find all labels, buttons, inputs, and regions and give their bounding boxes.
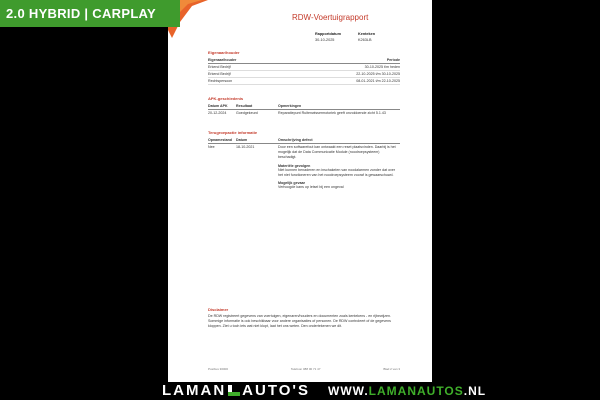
- report-date-label: Rapportdatum: [315, 32, 341, 36]
- url-prefix: WWW.: [328, 384, 369, 398]
- report-date: [315, 31, 341, 43]
- logo-mark-icon: [227, 385, 241, 396]
- url-domain: LAMANAUTOS: [368, 384, 464, 398]
- period-cell: 22-10-2025 t/m 30-10-2025: [356, 72, 400, 76]
- consequences-text: Niet kunnen benaderen en inschakelen van noodalarmen zonder dat over het niet functioneren van het noodroepsysteem vooraf is gewaarschuwd.: [278, 167, 396, 177]
- disclaimer-section: [208, 307, 400, 330]
- disclaimer-title: Disclaimer: [208, 307, 229, 312]
- report-date-value: 30-10-2025: [315, 38, 335, 42]
- recall-header-date: Datum: [236, 138, 248, 142]
- apk-header-date: Datum APK: [208, 104, 228, 108]
- apk-remark-cell: Reparatiepunt Ruitenwissermotoriek geeft onvoldoende zicht 5.1.43: [278, 111, 386, 115]
- vehicle-banner: 2.0 HYBRID | CARPLAY: [0, 0, 180, 27]
- owners-header-period: Periode: [386, 58, 400, 62]
- table-row: [208, 64, 400, 71]
- recall-date-cell: 18-10-2021: [236, 145, 255, 149]
- recall-title: Terugroepactie informatie: [208, 130, 258, 135]
- owner-cell: Erkend Bedrijf: [208, 65, 231, 69]
- owner-cell: Erkend Bedrijf: [208, 72, 231, 76]
- disclaimer-text: De RDW registreert gegevens van voertuigen, eigenaren/houders en documenten zoals kentekens - en rijbewijzen. Sommige informatie is ook beschikbaar voor andere organisaties of personen. De RDW controleert of de gegevens kloppen. Ziet u toch iets wat niet klopt, laat het ons weten. Den ondertekenen we dit.: [208, 314, 391, 329]
- license-plate: [358, 31, 375, 43]
- page-footer: [208, 367, 400, 371]
- laman-autos-logo: [162, 382, 310, 399]
- license-plate-value: K263LB: [358, 38, 372, 42]
- recall-description-cell: [278, 145, 396, 190]
- owners-header-owner: Eigenaar/houder: [208, 58, 237, 62]
- recall-status-cell: Nee: [208, 145, 215, 149]
- apk-section: [208, 96, 400, 116]
- rdw-vehicle-report: [168, 0, 432, 382]
- owner-cell: Rechtspersoon: [208, 79, 233, 83]
- report-title: RDW-Voertuigrapport: [292, 13, 369, 22]
- table-row: [208, 111, 400, 116]
- logo-text-laman: LAMAN: [162, 382, 227, 399]
- footer-address: Postbus 30000: [208, 367, 229, 371]
- apk-header: [208, 103, 400, 110]
- recall-header-status: Opnamestand: [208, 138, 232, 142]
- table-row: [208, 78, 400, 85]
- owners-title: Eigenaar/houder: [208, 50, 240, 55]
- owners-section: [208, 50, 400, 85]
- apk-date-cell: 20-12-2024: [208, 111, 227, 115]
- recall-description: Door een softwarefout kan ontwaakt een reset plaatsvinden. Daarbij is het mogelijk dat de Data Communicatie Module (noodroepsysteem) beschadigt.: [278, 145, 396, 160]
- apk-header-remarks: Opmerkingen: [278, 104, 302, 108]
- danger-text: Verhoogde kans op letsel bij een ongeval: [278, 185, 344, 190]
- danger-title: Mogelijk gevaar: [278, 181, 305, 186]
- period-cell: 30-10-2025 t/m heden: [364, 65, 400, 69]
- license-plate-label: Kenteken: [358, 32, 376, 36]
- owners-header: [208, 57, 400, 64]
- logo-text-autos: AUTO'S: [242, 382, 310, 399]
- recall-header: [208, 137, 400, 144]
- table-row: [208, 145, 400, 190]
- footer-phone: Telefoon 088 00 71 47: [290, 367, 321, 371]
- apk-result-cell: Goedgekeurd: [236, 111, 258, 115]
- website-url[interactable]: [328, 384, 486, 398]
- recall-header-description: Omschrijving defect: [278, 138, 313, 142]
- apk-title: APK-geschiedenis: [208, 96, 244, 101]
- url-tld: .NL: [463, 384, 487, 398]
- apk-header-result: Resultaat: [236, 104, 253, 108]
- table-row: [208, 71, 400, 78]
- consequences-title: Materiële gevolgen: [278, 163, 311, 168]
- recall-section: [208, 130, 400, 190]
- footer-page-number: Blad 2 van 3: [383, 367, 400, 371]
- period-cell: 08-01-2021 t/m 22-10-2025: [356, 79, 400, 83]
